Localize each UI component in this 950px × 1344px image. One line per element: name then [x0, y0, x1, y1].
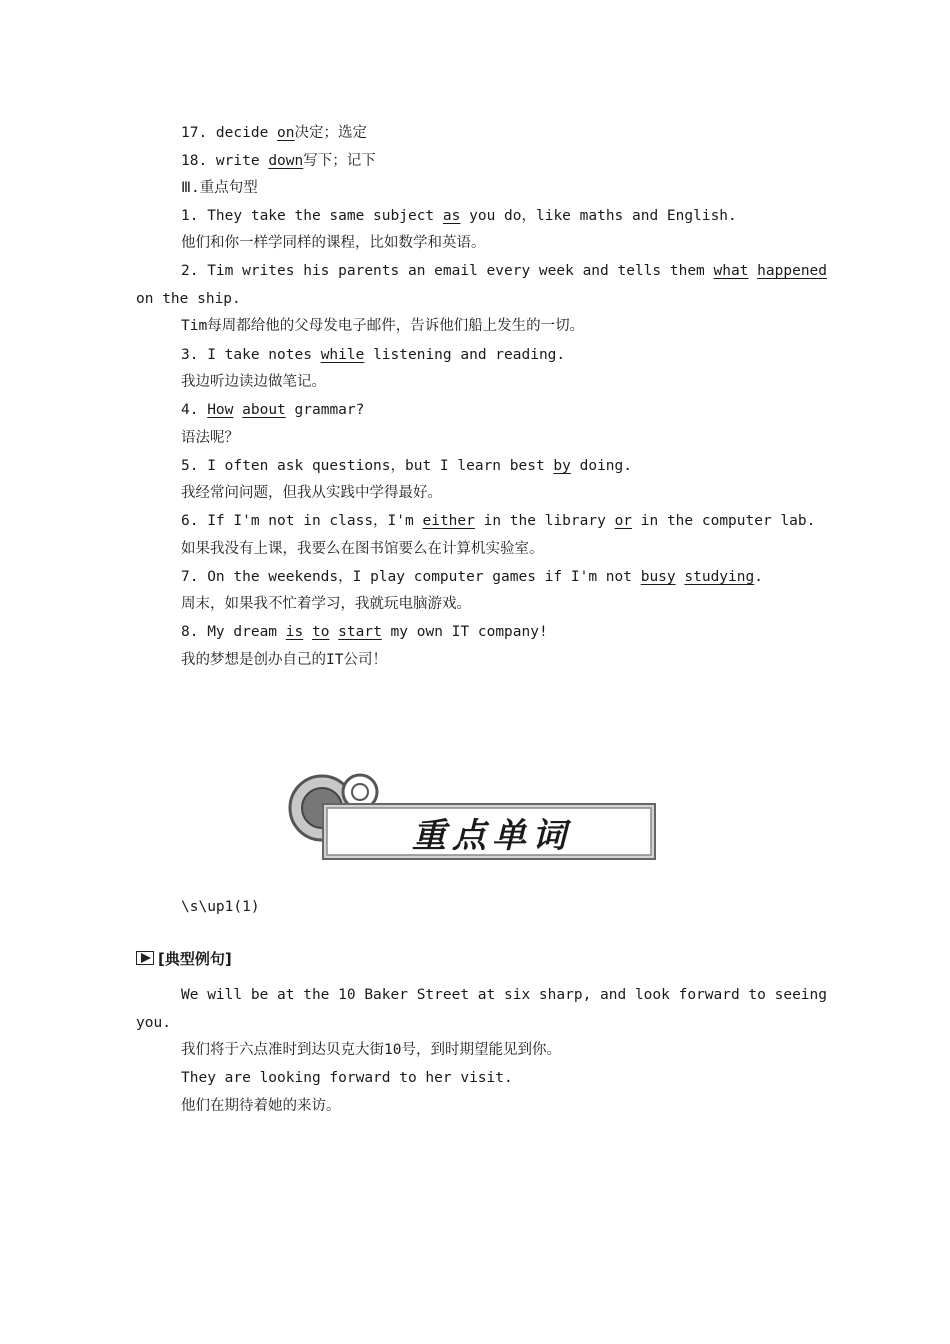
sentence-text: you do，like maths and English.: [460, 208, 737, 224]
underlined-word: what: [713, 263, 749, 279]
sentence-en: [181, 622, 548, 642]
underlined-word: or: [614, 513, 633, 529]
sentence-text: 5. I often ask questions，but I learn best: [181, 458, 554, 474]
sentence-text: [233, 402, 242, 418]
underlined-word: studying: [684, 569, 755, 585]
sentence-text: listening and reading.: [364, 347, 566, 363]
sentence-zh: 我边听边读边做笔记。: [181, 374, 326, 390]
sentence-text: 3. I take notes: [181, 347, 321, 363]
sentence-zh: 如果我没有上课，我要么在图书馆要么在计算机实验室。: [181, 541, 544, 557]
banner-title: 重点单词: [412, 816, 572, 856]
phrase-text: write: [207, 153, 269, 169]
sentence-zh: Tim每周都给他的父母发电子邮件，告诉他们船上发生的一切。: [181, 318, 585, 334]
underlined-word: start: [338, 624, 382, 640]
phrase-meaning: 写下；记下: [303, 153, 376, 169]
sentence-zh: 语法呢？: [181, 430, 239, 446]
section-heading: Ⅲ.重点句型: [181, 180, 258, 196]
sentence-text: 6. If I'm not in class，I'm: [181, 513, 423, 529]
sentence-zh: 我经常问问题，但我从实践中学得最好。: [181, 485, 442, 501]
phrase-item: [181, 151, 376, 171]
sentence-text: [329, 624, 338, 640]
underlined-word: by: [553, 458, 571, 474]
phrase-text: decide: [207, 125, 278, 141]
sentence-text: 8. My dream: [181, 624, 286, 640]
sentence-en: [181, 261, 827, 281]
example-tag-label: [典型例句]: [158, 949, 232, 968]
sentence-en: [181, 567, 763, 587]
sentence-text: 1. They take the same subject: [181, 208, 443, 224]
sentence-text: 2. Tim writes his parents an email every week and tells them: [181, 263, 714, 279]
sentence-text: in the library: [474, 513, 615, 529]
sentence-en: [181, 456, 632, 476]
underlined-word: about: [242, 402, 286, 418]
sentence-en: [181, 345, 565, 365]
underlined-word: How: [207, 402, 234, 418]
sentence-text: .: [754, 569, 763, 585]
example-en-continued: you.: [136, 1015, 171, 1031]
underlined-word: as: [442, 208, 461, 224]
sentence-text: my own IT company!: [381, 624, 548, 640]
sentence-en: [181, 400, 364, 420]
sentence-text: 7. On the weekends，I play computer games if I'm not: [181, 569, 641, 585]
sentence-text: [748, 263, 757, 279]
example-en: We will be at the 10 Baker Street at six sharp, and look forward to seeing: [181, 987, 828, 1003]
underlined-word: to: [311, 624, 330, 640]
field-code-text: \s\up1(1): [181, 899, 260, 915]
underlined-word: either: [422, 513, 475, 529]
sentence-text: in the computer lab.: [632, 513, 816, 529]
sentence-text: [303, 624, 312, 640]
sentence-zh: 周末，如果我不忙着学习，我就玩电脑游戏。: [181, 596, 471, 612]
sentence-zh: 我的梦想是创办自己的IT公司！: [181, 652, 387, 668]
sentence-zh: 他们和你一样学同样的课程，比如数学和英语。: [181, 235, 486, 251]
sentence-en: [181, 511, 815, 531]
sentence-text: 4.: [181, 402, 208, 418]
sentence-en-continued: on the ship.: [136, 291, 241, 307]
sentence-en: [181, 206, 737, 226]
example-tag: [136, 947, 232, 969]
underlined-word: busy: [640, 569, 676, 585]
phrase-meaning: 决定；选定: [294, 125, 368, 141]
item-number: 17.: [181, 125, 208, 141]
sentence-text: doing.: [570, 458, 632, 474]
item-number: 18.: [181, 153, 208, 169]
underlined-word: is: [285, 624, 304, 640]
underlined-word: while: [320, 347, 365, 363]
play-icon: [136, 951, 154, 965]
sentence-text: grammar?: [285, 402, 365, 418]
example-zh: 他们在期待着她的来访。: [181, 1098, 341, 1114]
underlined-word: happened: [757, 263, 828, 279]
underlined-word: on: [277, 125, 295, 141]
underlined-word: down: [268, 153, 304, 169]
example-zh: 我们将于六点准时到达贝克大街10号，到时期望能见到你。: [181, 1042, 561, 1058]
example-en: They are looking forward to her visit.: [181, 1070, 513, 1086]
phrase-item: [181, 123, 367, 143]
